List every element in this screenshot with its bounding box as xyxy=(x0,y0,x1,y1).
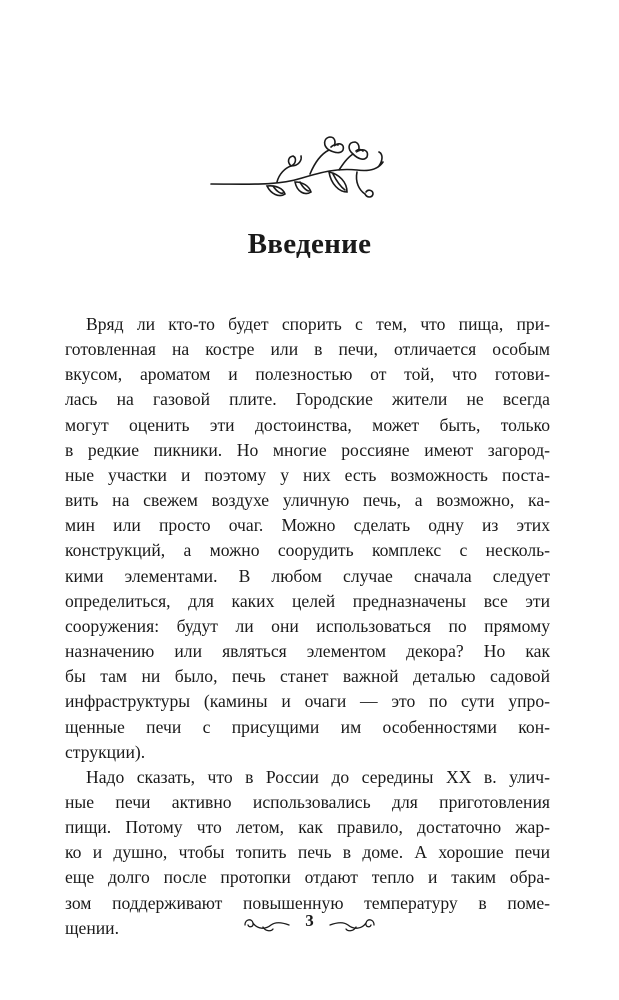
text-line: могут оценить эти достоинства, может быть, только xyxy=(65,414,550,435)
text-line: лась на газовой плите. Городские жители не всегда xyxy=(65,389,550,410)
text-line: щенные печи с присущими им особенностями кон- xyxy=(65,716,550,737)
floral-vine-icon xyxy=(207,132,387,214)
text-line: ные печи активно использовались для приготовления xyxy=(65,791,550,812)
paragraph xyxy=(65,312,550,765)
text-line: кими элементами. В любом случае сначала следует xyxy=(65,565,550,586)
page-footer xyxy=(241,910,378,938)
text-line: сооружения: будут ли они использоваться по прямому xyxy=(65,615,550,636)
page-number: 3 xyxy=(305,911,314,930)
text-line: определиться, для каких целей предназначены все эти xyxy=(65,590,550,611)
text-line: готовленная на костре или в печи, отличается особым xyxy=(65,339,550,360)
text-line: в редкие пикники. Но многие россияне имеют загород- xyxy=(65,439,550,460)
text-line: ные участки и поэтому у них есть возможность поста- xyxy=(65,464,550,485)
text-line: Надо сказать, что в России до середины XX в. улич- xyxy=(86,766,550,787)
text-line: бы там ни было, печь станет важной деталью садовой xyxy=(65,666,550,687)
text-line: назначению или являться элементом декора? Но как xyxy=(65,641,550,662)
text-line: зом поддерживают повышенную температуру в поме- xyxy=(65,892,550,913)
text-line: пищи. Потому что летом, как правило, достаточно жар- xyxy=(65,817,550,838)
body-text xyxy=(65,312,550,941)
text-line: струкции). xyxy=(65,741,146,762)
text-line: вкусом, ароматом и полезностью от той, что готови- xyxy=(65,364,550,385)
chapter-title: Введение xyxy=(247,228,372,260)
text-line: инфраструктуры (камины и очаги — это по сути упро- xyxy=(65,691,550,712)
floral-vine-ornament xyxy=(207,132,387,214)
text-line: мин или просто очаг. Можно сделать одну из этих xyxy=(65,515,550,536)
text-line: вить на свежем воздухе уличную печь, а возможно, ка- xyxy=(65,490,550,511)
text-line: конструкций, а можно соорудить комплекс с несколь- xyxy=(65,540,550,561)
text-line: еще долго после протопки отдают тепло и таким обра- xyxy=(65,867,550,888)
text-line: Вряд ли кто-то будет спорить с тем, что пища, при- xyxy=(86,314,550,334)
text-line: ко и душно, чтобы топить печь в доме. А хорошие печи xyxy=(65,842,550,863)
right-swirl-icon xyxy=(326,913,378,935)
text-line: щении. xyxy=(65,917,120,938)
